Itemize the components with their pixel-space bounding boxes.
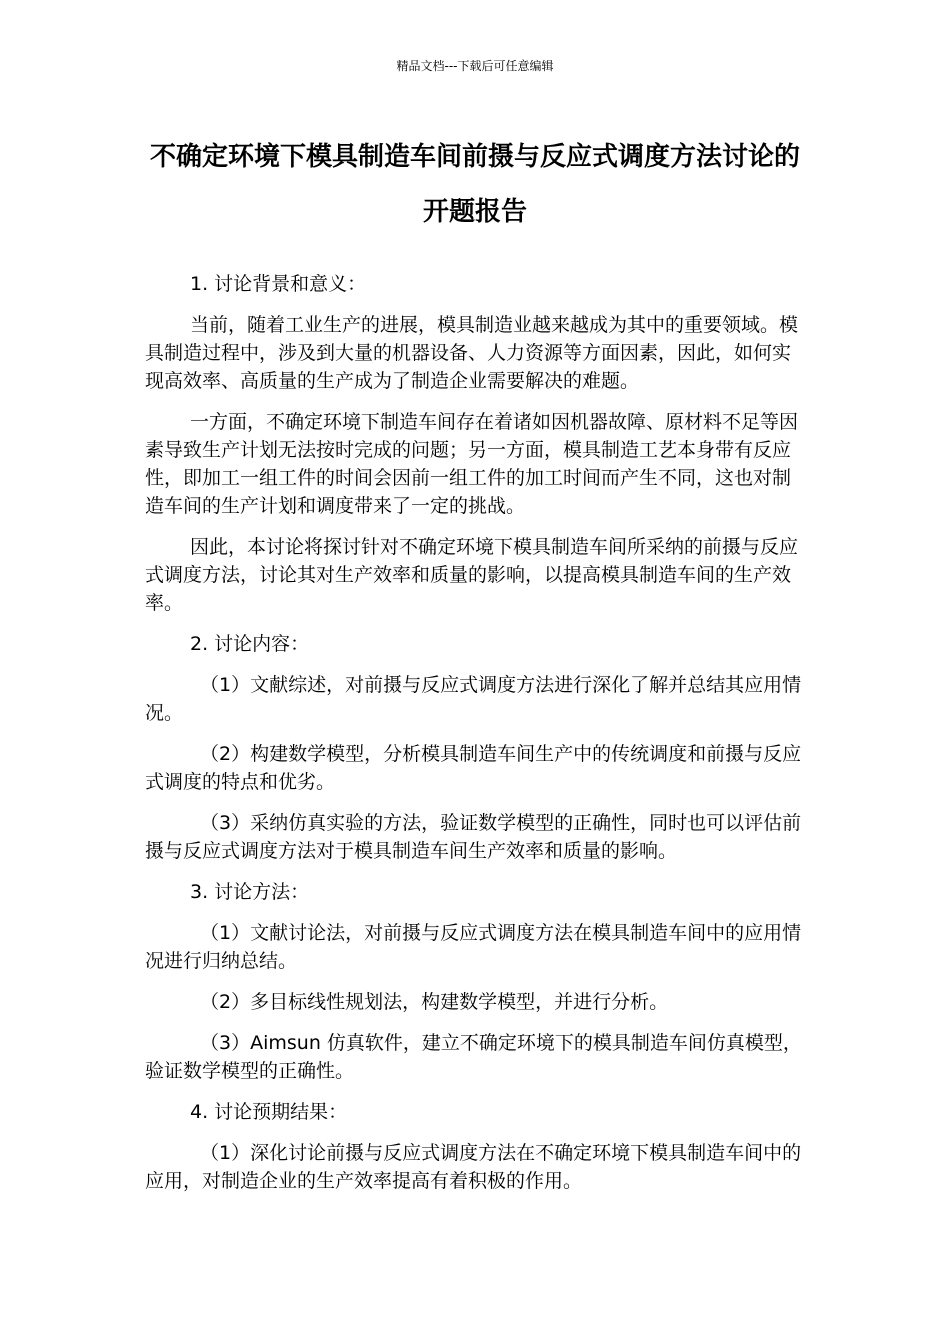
section-heading: 3. 讨论方法： — [190, 881, 310, 903]
list-item: （1）文献综述，对前摄与反应式调度方法进行深化了解并总结其应用情况。 — [145, 674, 802, 724]
document-title: 不确定环境下模具制造车间前摄与反应式调度方法讨论的开题报告 — [149, 142, 800, 227]
header-note: 精品文档---下载后可任意编辑 — [396, 59, 554, 73]
list-item: （3）采纳仿真实验的方法，验证数学模型的正确性，同时也可以评估前摄与反应式调度方法对于模具制造车间生产效率和质量的影响。 — [145, 812, 802, 862]
section-heading: 1. 讨论背景和意义： — [190, 273, 367, 295]
list-item: （3）Aimsun 仿真软件，建立不确定环境下的模具制造车间仿真模型，验证数学模型的正确性。 — [145, 1032, 802, 1082]
section-heading: 2. 讨论内容： — [190, 633, 310, 655]
list-item: （1）文献讨论法，对前摄与反应式调度方法在模具制造车间中的应用情况进行归纳总结。 — [145, 922, 802, 972]
list-item: （2）多目标线性规划法，构建数学模型，并进行分析。 — [200, 991, 669, 1013]
paragraph: 因此，本讨论将探讨针对不确定环境下模具制造车间所采纳的前摄与反应式调度方法，讨论其对生产效率和质量的影响，以提高模具制造车间的生产效率。 — [145, 536, 799, 614]
list-item: （1）深化讨论前摄与反应式调度方法在不确定环境下模具制造车间中的应用，对制造企业的生产效率提高有着积极的作用。 — [145, 1142, 802, 1192]
document-body — [145, 270, 805, 1208]
paragraph: 当前，随着工业生产的进展，模具制造业越来越成为其中的重要领域。模具制造过程中，涉及到大量的机器设备、人力资源等方面因素，因此，如何实现高效率、高质量的生产成为了制造企业需要解决的难题。 — [145, 314, 799, 392]
list-item: （2）构建数学模型，分析模具制造车间生产中的传统调度和前摄与反应式调度的特点和优劣。 — [145, 743, 802, 793]
section-heading: 4. 讨论预期结果： — [190, 1101, 348, 1123]
paragraph: 一方面，不确定环境下制造车间存在着诸如因机器故障、原材料不足等因素导致生产计划无法按时完成的问题；另一方面，模具制造工艺本身带有反应性，即加工一组工件的时间会因前一组工件的加工时间而产生不同，这也对制造车间的生产计划和调度带来了一定的挑战。 — [145, 411, 799, 517]
